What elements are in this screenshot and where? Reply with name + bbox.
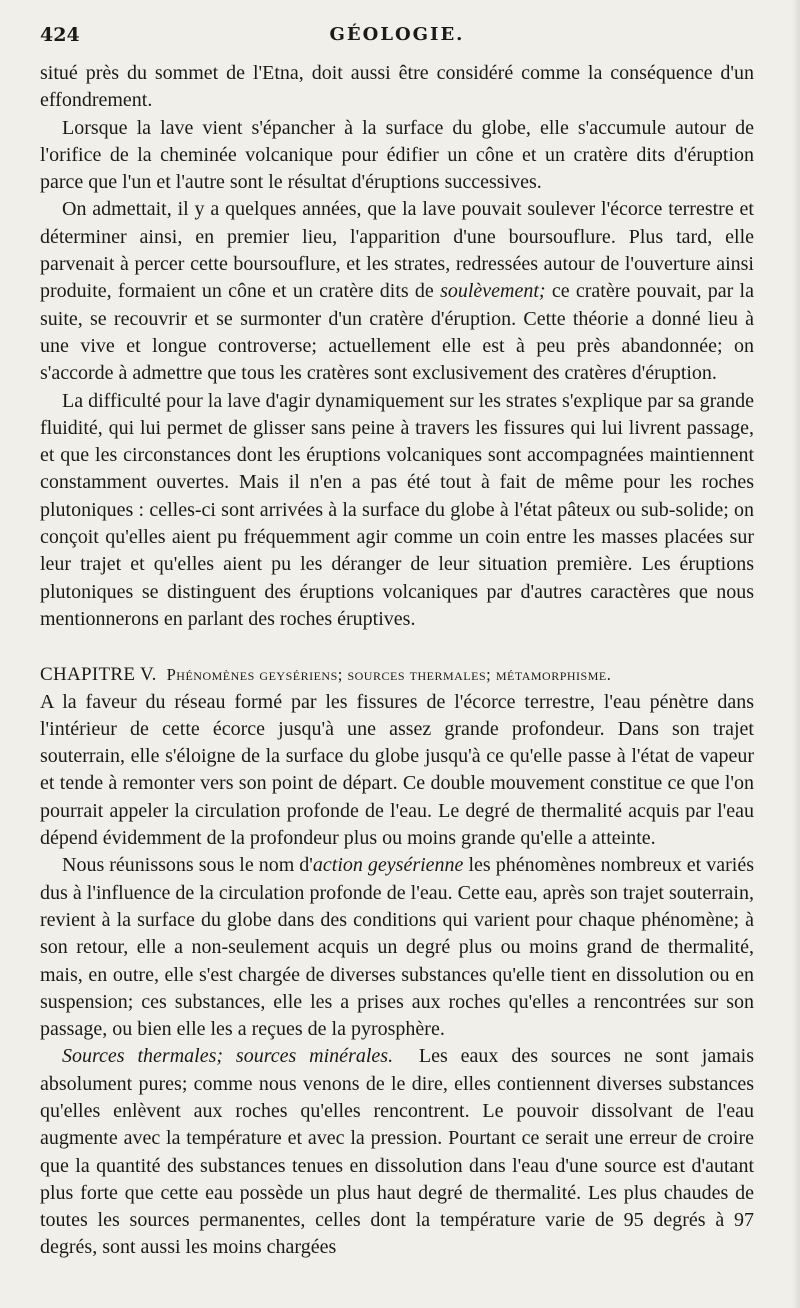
chapter-paragraph-3 xyxy=(40,1043,754,1261)
chapter-paragraph-2 xyxy=(40,852,754,1043)
chapter-paragraph-2-term: action geysérienne xyxy=(312,854,464,877)
section-subheading: Sources thermales; sources minérales. xyxy=(62,1045,394,1068)
paragraph-3 xyxy=(40,196,754,387)
paragraph-1: situé près du sommet de l'Etna, doit aussi être considéré comme la conséquence d'un effondrement. xyxy=(40,62,754,112)
chapter-heading xyxy=(40,661,754,688)
chapter-paragraph-2-end: les phénomènes nombreux et variés dus à l'influence de la circulation profonde de l'eau. Cette eau, après son trajet souterrain, revient à la surface du globe dans des conditions qui varient pour chaque phénomène; à son retour, elle a non-seulement acquis un degré plus ou moins grand de thermalité, mais, en outre, elle s'est chargée de diverses substances qu'elle tient en dissolution ou en suspension; ces substances, elle les a prises aux roches qu'elles a rencontrées sur son passage, ou bien elle les a reçues de la pyrosphère. xyxy=(40,854,754,1041)
paragraph-2: Lorsque la lave vient s'épancher à la surface du globe, elle s'accumule autour de l'orifice de la cheminée volcanique pour édifier un cône et un cratère dits d'éruption parce que l'un et l'autre sont le résultat d'éruptions successives. xyxy=(40,116,754,194)
paragraph-3-end: ce cratère pouvait, par la suite, se recouvrir et se surmonter d'un cratère d'éruption. Cette théorie a donné lieu à une vive et longue controverse; actuellement elle est à peu près abandonnée; on s'accorde à admettre que tous les cratères sont exclusivement des cratères d'éruption. xyxy=(40,280,754,385)
paragraph-3-start: On admettait, il y a quelques années, que la lave pouvait soulever l'écorce terrestre et déterminer ainsi, en premier lieu, l'apparition d'une boursouflure. Plus tard, elle parvenait à percer cette boursouflure, et les strates, redressées autour de l'ouverture ainsi produite, formaient un cône et un cratère dits de xyxy=(40,198,754,303)
chapter-paragraph-1: A la faveur du réseau formé par les fissures de l'écorce terrestre, l'eau pénètre dans l'intérieur de cette écorce jusqu'à une assez grande profondeur. Dans son trajet souterrain, elle s'éloigne de la surface du globe jusqu'à ce qu'elle passe à l'état de vapeur et tende à remonter vers son point de départ. Ce double mouvement constitue ce que l'on pourrait appeler la circulation profonde de l'eau. Le degré de thermalité acquis par l'eau dépend évidemment de la profondeur plus ou moins grande qu'elle a atteinte. xyxy=(40,690,754,850)
body-text xyxy=(40,60,754,1262)
chapter-paragraph-3-body: Les eaux des sources ne sont jamais absolument pures; comme nous venons de le dire, elles contiennent diverses substances qu'elles enlèvent aux roches qu'elles rencontrent. Le pouvoir dissolvant de l'eau augmente avec la température et avec la pression. Pourtant ce serait une erreur de croire que la quantité des substances tenues en dissolution dans l'eau d'une source est d'autant plus forte que cette eau possède un plus haut degré de thermalité. Les plus chaudes de toutes les sources permanentes, celles dont la température varie de 95 degrés à 97 degrés, sont aussi les moins chargées xyxy=(40,1045,755,1259)
chapter-paragraph-2-start: Nous réunissons sous le nom d' xyxy=(62,854,313,877)
page-number: 424 xyxy=(40,24,80,46)
chapter-label: CHAPITRE V. xyxy=(40,664,157,686)
running-title: GÉOLOGIE. xyxy=(329,24,465,45)
chapter-subtitle: Phénomènes geysériens; sources thermales; métamorphisme. xyxy=(166,665,612,685)
page-edge-shadow xyxy=(792,0,800,1308)
paragraph-3-term: soulèvement; xyxy=(440,280,546,303)
paragraph-4: La difficulté pour la lave d'agir dynamiquement sur les strates s'explique par sa grande fluidité, qui lui permet de glisser sans peine à travers les fissures qui lui livrent passage, et que les circonstances dont les éruptions volcaniques sont accompagnées maintiennent constamment ouvertes. Mais il n'en a pas été tout à fait de même pour les roches plutoniques : celles-ci sont arrivées à la surface du globe à l'état pâteux ou sub-solide; on conçoit qu'elles aient pu fréquemment agir comme un coin entre les masses placées sur leur trajet et qu'elles aient pu les déranger de leur situation première. Les éruptions plutoniques se distinguent des éruptions volcaniques par d'autres caractères que nous mentionnerons en parlant des roches éruptives. xyxy=(40,389,754,630)
page-header xyxy=(40,24,754,52)
